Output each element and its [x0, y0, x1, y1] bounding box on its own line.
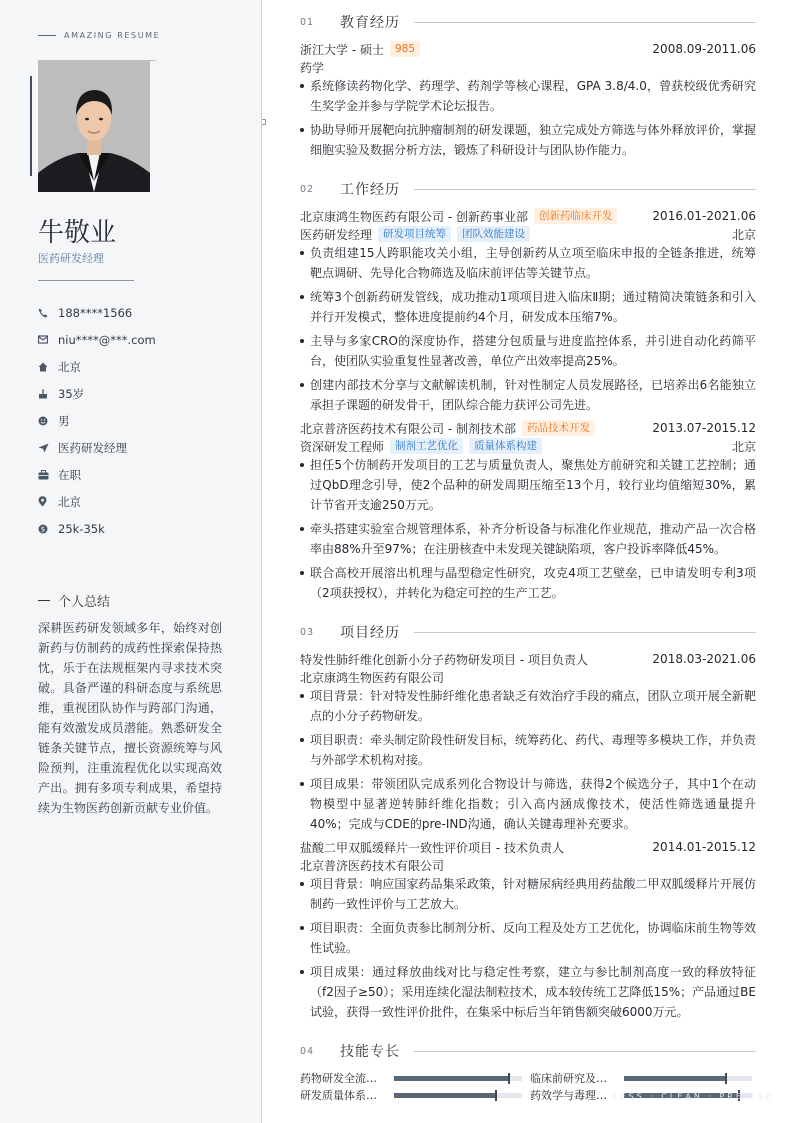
job-position-row: [300, 437, 756, 455]
skill-tag: 团队效能建设: [457, 226, 530, 242]
list-item: 担任5个仿制药开发项目的工艺与质量负责人，聚焦处方前研究和关键工艺控制；通过QbD理念引导，使2个品种的研发周期压缩至13个月，较行业均值缩短30%，累计节省开支逾250万元。: [300, 455, 756, 515]
info-text: 25k-35k: [58, 521, 105, 536]
info-gender: [38, 407, 248, 434]
mail-icon: [38, 335, 58, 344]
job-header: [300, 207, 756, 225]
section-work-header: [300, 179, 756, 199]
list-item: 主导与多家CRO的深度协作，搭建分包质量与进度监控体系，并引进自动化药筛平台，使团队实验重复性显著改善，单位产出效率提高25%。: [300, 331, 756, 371]
section-title: 工作经历: [340, 182, 400, 198]
avatar: [38, 61, 150, 192]
job-tag: 创新药临床开发: [534, 208, 618, 224]
skill-bar-fill: [394, 1093, 496, 1098]
watermark: LESS · CLEAN · PRECISE: [613, 1092, 774, 1101]
info-phone: [38, 299, 248, 326]
skill-bar-knob: [508, 1073, 510, 1084]
job-tag: 药品技术开发: [522, 420, 595, 436]
section-title: 教育经历: [340, 15, 400, 31]
contact-info: [38, 299, 248, 542]
summary-heading: [38, 591, 110, 610]
section-rule: [414, 1051, 756, 1052]
list-item: 项目成果：通过释放曲线对比与稳定性考察，建立与参比制剂高度一致的释放特征（f2因子≥50）；采用连续化湿法制粒技术，成本较传统工艺降低15%；产品通过BE试验，获得一致性评价批件，在集采中标后当年销售额突破6000万元。: [300, 962, 756, 1022]
candidate-name: 牛敬业: [38, 218, 117, 248]
education-major: 药学: [300, 61, 325, 75]
info-text: 医药研发经理: [58, 440, 127, 455]
section-number: 03: [300, 626, 315, 638]
section-rule: [414, 189, 756, 190]
list-item: 协助导师开展靶向抗肿瘤制剂的研发课题，独立完成处方筛选与体外释放评价，掌握细胞实验及数据分析方法，锻炼了科研设计与团队协作能力。: [300, 120, 756, 160]
section-skills-header: [300, 1041, 756, 1061]
list-item: 项目背景：响应国家药品集采政策，针对糖尿病经典用药盐酸二甲双胍缓释片开展仿制药一致性评价与工艺放大。: [300, 874, 756, 914]
phone-icon: [38, 308, 58, 318]
project-date: 2014.01-2015.12: [652, 840, 756, 854]
section-rule: [414, 632, 756, 633]
info-text: 188****1566: [58, 305, 133, 320]
job-date: 2016.01-2021.06: [652, 209, 756, 223]
company-name: 北京康鸿生物医药有限公司 - 创新药事业部: [300, 209, 528, 224]
skill-bar-knob: [495, 1090, 497, 1101]
job-bullets: [300, 455, 756, 607]
summary-heading-dash: [38, 600, 50, 601]
info-text: 35岁: [58, 386, 85, 401]
list-item: 牵头搭建实验室合规管理体系，补齐分析设备与标准化作业规范，推动产品一次合格率由88%升至97%；在注册核查中未发现关键缺陷项，客户投诉率降低45%。: [300, 519, 756, 559]
skill-item: [300, 1070, 522, 1086]
project-bullets: [300, 686, 756, 838]
list-item: 项目职责：全面负责参比制剂分析、反向工程及处方工艺优化，协调临床前生物等效性试验。: [300, 918, 756, 958]
skill-tag: 制剂工艺优化: [390, 438, 463, 454]
project-header: [300, 650, 756, 668]
school-tag: 985: [390, 41, 420, 57]
skill-tag: 质量体系构建: [469, 438, 542, 454]
skill-bar-fill: [624, 1076, 726, 1081]
section-title: 项目经历: [340, 625, 400, 641]
skill-label: 药物研发全流…: [300, 1072, 377, 1085]
section-number: 04: [300, 1045, 315, 1057]
list-item: 项目成果：带领团队完成系列化合物设计与筛选，获得2个候选分子，其中1个在动物模型中显著逆转肺纤维化指数；引入高内涵成像技术，使活性筛选通量提升40%；完成与CDE的pre-IND沟通，确认关键毒理补充要求。: [300, 774, 756, 834]
section-projects-header: [300, 622, 756, 642]
info-age: [38, 380, 248, 407]
skill-bar-knob: [725, 1073, 727, 1084]
location-icon: [38, 496, 58, 507]
project-org: 北京普济医药技术有限公司: [300, 859, 445, 873]
list-item: 项目背景：针对特发性肺纤维化患者缺乏有效治疗手段的痛点，团队立项开展全新靶点的小分子药物研发。: [300, 686, 756, 726]
job-bullets: [300, 243, 756, 419]
home-icon: [38, 362, 58, 372]
cake-icon: [38, 389, 58, 399]
project-date: 2018.03-2021.06: [652, 652, 756, 666]
list-item: 负责组建15人跨职能攻关小组，主导创新药从立项至临床申报的全链条推进，统筹靶点调研、先导化合物筛选及临床前评估等关键节点。: [300, 243, 756, 283]
summary-text: 深耕医药研发领域多年，始终对创新药与仿制药的成药性探索保持热忱，乐于在法规框架内寻求技术突破。具备严谨的科研态度与系统思维，重视团队协作与跨部门沟通，能有效激发成员潜能。熟悉研发全链条关键节点，擅长资源统筹与风险预判，注重流程优化以实现高效产出。拥有多项专利成果，希望持续为生物医药创新贡献专业价值。: [38, 621, 222, 815]
skill-item: [300, 1087, 522, 1103]
project-name: 盐酸二甲双胍缓释片一致性评价项目 - 技术负责人: [300, 840, 564, 855]
info-target-role: [38, 434, 248, 461]
candidate-role: 医药研发经理: [38, 252, 104, 265]
info-email: [38, 326, 248, 353]
section-education-header: [300, 12, 756, 32]
list-item: 项目职责：牵头制定阶段性研发目标，统筹药化、药代、毒理等多模块工作，并负责与外部学术机构对接。: [300, 730, 756, 770]
svg-text:$: $: [40, 525, 46, 534]
section-number: 01: [300, 16, 315, 28]
send-icon: [38, 443, 58, 453]
info-location: [38, 488, 248, 515]
list-item: 系统修读药物化学、药理学、药剂学等核心课程，GPA 3.8/4.0，曾获校级优秀研究生奖学金并参与学院学术论坛报告。: [300, 76, 756, 116]
project-bullets: [300, 874, 756, 1026]
project-org: 北京康鸿生物医药有限公司: [300, 671, 445, 685]
skill-label: 药效学与毒理…: [530, 1089, 607, 1102]
project-header: [300, 838, 756, 856]
section-rule: [414, 22, 756, 23]
info-text: 男: [58, 413, 70, 428]
company-name: 北京普济医药技术有限公司 - 制剂技术部: [300, 421, 516, 436]
job-position: 资深研发工程师: [300, 439, 385, 454]
skill-bar: [394, 1093, 522, 1098]
skill-label: 研发质量体系…: [300, 1089, 377, 1102]
info-text: niu****@***.com: [58, 332, 156, 347]
school-name: 浙江大学 - 硕士: [300, 42, 384, 57]
info-text: 北京: [58, 359, 81, 374]
skill-label: 临床前研究及…: [530, 1072, 607, 1085]
briefcase-icon: [38, 470, 58, 480]
list-item: 统筹3个创新药研发管线，成功推动1项项目进入临床Ⅱ期；通过精简决策链条和引入并行开发模式，整体进度提前约4个月，研发成本压缩7%。: [300, 287, 756, 327]
info-city: [38, 353, 248, 380]
list-item: 联合高校开展溶出机理与晶型稳定性研究，攻克4项工艺壁垒，已申请发明专利3项（2项获授权），并转化为稳定可控的生产工艺。: [300, 563, 756, 603]
job-position: 医药研发经理: [300, 227, 373, 242]
list-item: 创建内部技术分享与文献解读机制，针对性制定人员发展路径，已培养出6名能独立承担子课题的研发骨干，团队综合能力获评公司先进。: [300, 375, 756, 415]
sidebar-marker: [262, 119, 266, 125]
skill-tag: 研发项目统筹: [378, 226, 451, 242]
job-position-row: [300, 225, 756, 243]
brand-line: [38, 35, 56, 36]
skill-item: [530, 1070, 752, 1086]
education-bullets: [300, 76, 756, 164]
face-icon: [38, 416, 58, 426]
education-row: [300, 40, 756, 58]
skill-bar: [394, 1076, 522, 1081]
job-header: [300, 419, 756, 437]
money-icon: [38, 524, 58, 534]
sidebar: [0, 0, 262, 1123]
job-date: 2013.07-2015.12: [652, 421, 756, 435]
job-city: 北京: [731, 439, 756, 454]
summary-heading-text: 个人总结: [58, 595, 111, 610]
info-text: 北京: [58, 494, 81, 509]
section-title: 技能专长: [340, 1044, 400, 1060]
brand: [38, 31, 160, 40]
info-text: 在职: [58, 467, 81, 482]
sidebar-divider: [38, 280, 134, 281]
section-number: 02: [300, 183, 315, 195]
skill-bar: [624, 1076, 752, 1081]
photo-frame-left-line: [30, 76, 32, 176]
project-name: 特发性肺纤维化创新小分子药物研发项目 - 项目负责人: [300, 652, 588, 667]
job-city: 北京: [731, 227, 756, 242]
skill-bar-fill: [394, 1076, 509, 1081]
brand-text: AMAZING RESUME: [64, 31, 161, 40]
education-date: 2008.09-2011.06: [652, 42, 756, 56]
info-salary: [38, 515, 248, 542]
photo-frame: [30, 60, 158, 194]
info-status: [38, 461, 248, 488]
